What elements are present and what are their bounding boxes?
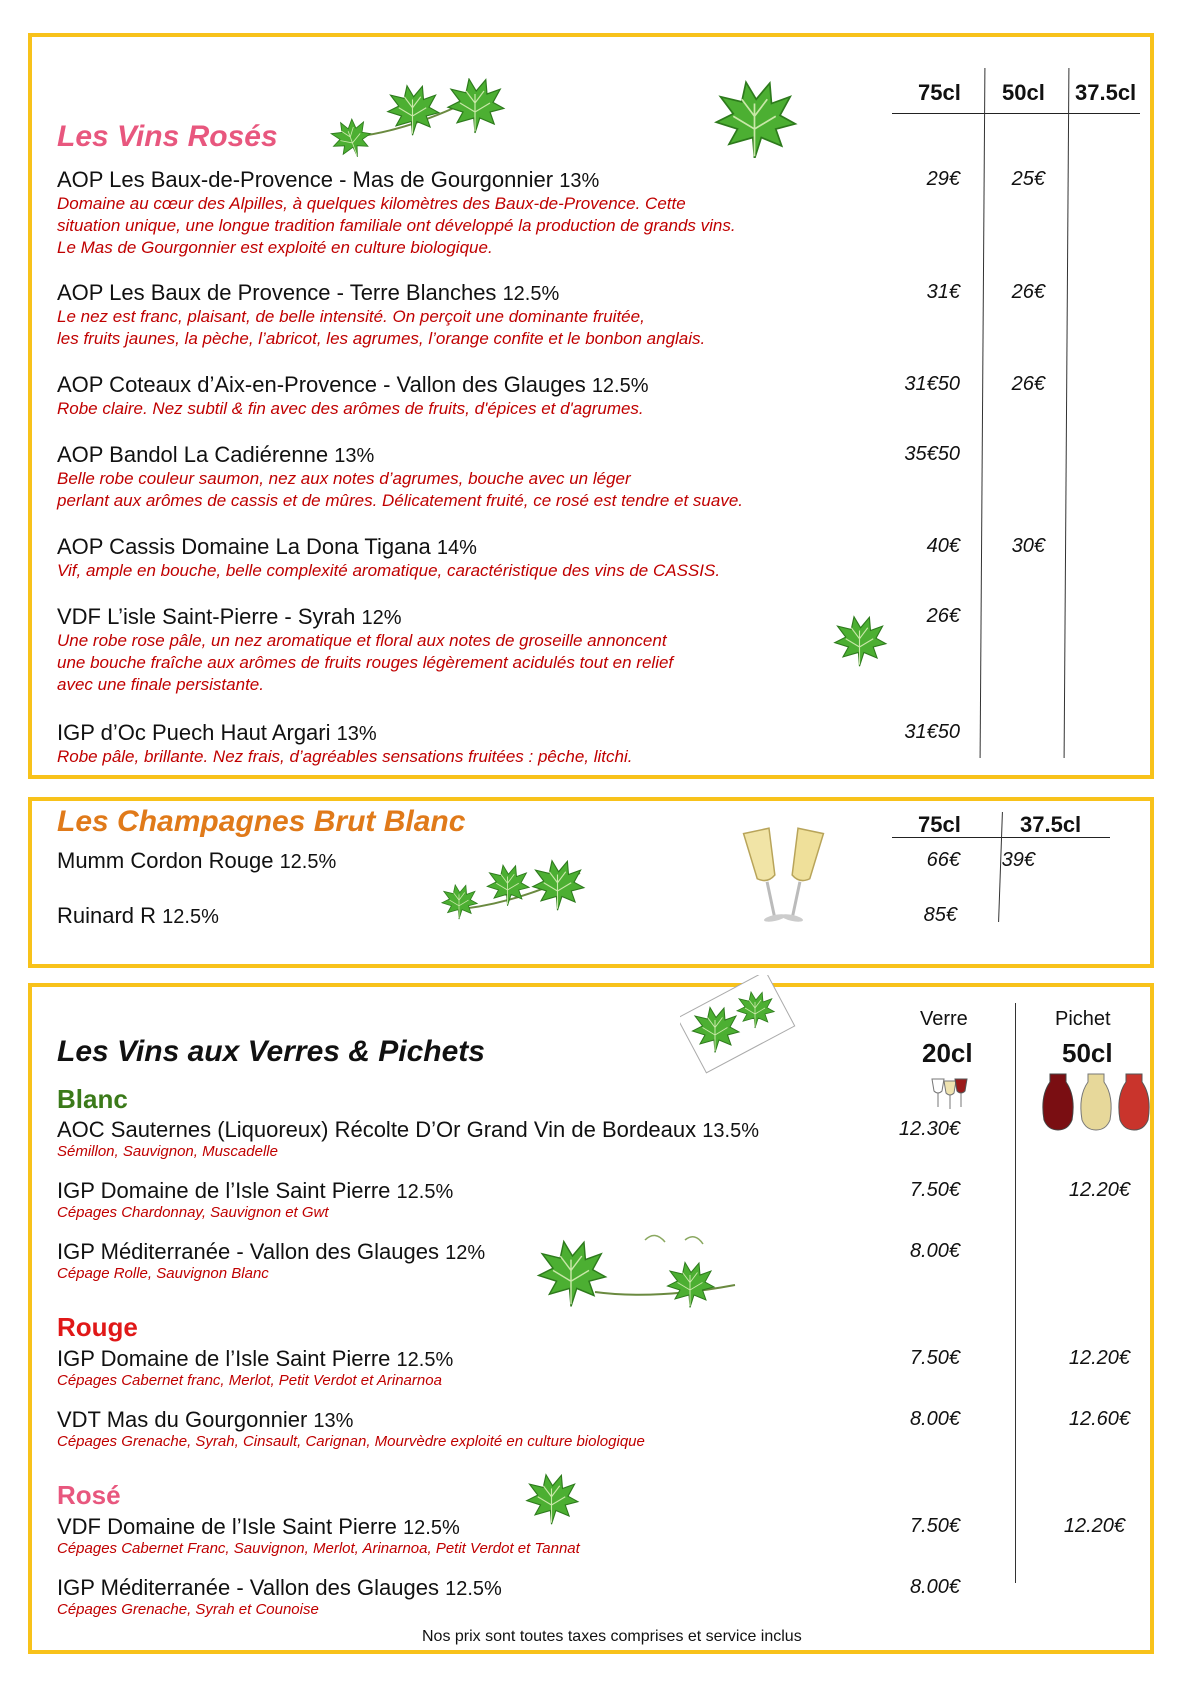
pitchers-icon — [1040, 1068, 1160, 1134]
price-75cl: 35€50 — [904, 443, 960, 465]
footer-note: Nos prix sont toutes taxes comprises et service inclus — [422, 1628, 802, 1645]
vine-leaf-icon — [325, 78, 535, 158]
verres-title: Les Vins aux Verres & Pichets — [57, 1035, 485, 1068]
wine-description: Domaine au cœur des Alpilles, à quelques kilomètres des Baux-de-Provence. Cette situation unique, une longue tradition familiale ont développé la production de grands vins. Le Mas de Gourgonnier est exploité en culture biologique. — [57, 194, 736, 257]
wine-name: IGP Méditerranée - Vallon des Glauges 12.5% — [57, 1575, 502, 1600]
rouge-heading: Rouge — [57, 1312, 138, 1342]
wine-grapes: Sémillon, Sauvignon, Muscadelle — [57, 1143, 278, 1160]
col-375cl-header: 37.5cl — [1020, 812, 1082, 837]
vine-leaf-icon — [680, 975, 800, 1075]
price-75cl: 31€ — [926, 281, 960, 303]
wine-name: AOP Les Baux de Provence - Terre Blanches 12.5% — [57, 280, 560, 305]
wine-name: AOP Cassis Domaine La Dona Tigana 14% — [57, 534, 477, 559]
price-verre: 12.30€ — [898, 1118, 960, 1140]
wine-name: AOC Sauternes (Liquoreux) Récolte D’Or Grand Vin de Bordeaux 13.5% — [57, 1117, 759, 1142]
price-50cl: 25€ — [1011, 168, 1045, 190]
col-50cl-header: 50cl — [1002, 80, 1045, 105]
price-pichet: 12.20€ — [1068, 1179, 1130, 1201]
vine-leaf-icon — [535, 1230, 745, 1310]
wine-name: AOP Les Baux-de-Provence - Mas de Gourgonnier 13% — [57, 167, 600, 192]
wine-grapes: Cépages Grenache, Syrah, Cinsault, Carignan, Mourvèdre exploité en culture biologique — [57, 1433, 645, 1450]
price-75cl: 85€ — [923, 904, 957, 926]
vine-leaf-icon — [522, 1470, 582, 1528]
price-375cl: 39€ — [1001, 849, 1035, 871]
wine-name: IGP Domaine de l’Isle Saint Pierre 12.5% — [57, 1178, 454, 1203]
wine-grapes: Cépages Cabernet franc, Merlot, Petit Verdot et Arinarnoa — [57, 1372, 442, 1389]
wine-name: IGP Méditerranée - Vallon des Glauges 12% — [57, 1239, 486, 1264]
price-75cl: 31€50 — [904, 721, 960, 743]
roses-title: Les Vins Rosés — [57, 120, 278, 153]
price-verre: 8.00€ — [909, 1240, 960, 1262]
price-verre: 7.50€ — [909, 1347, 960, 1369]
wine-name: AOP Coteaux d’Aix-en-Provence - Vallon des Glauges 12.5% — [57, 372, 649, 397]
vine-leaf-icon — [440, 858, 590, 928]
price-50cl: 30€ — [1011, 535, 1045, 557]
price-75cl: 66€ — [926, 849, 960, 871]
wine-name: IGP Domaine de l’Isle Saint Pierre 12.5% — [57, 1346, 454, 1371]
wine-description: Belle robe couleur saumon, nez aux notes d’agrumes, bouche avec un léger perlant aux arômes de cassis et de mûres. Délicatement fruité, ce rosé est tendre et suave. — [57, 469, 744, 510]
price-75cl: 40€ — [926, 535, 960, 557]
wine-grapes: Cépages Grenache, Syrah et Counoise — [57, 1601, 319, 1618]
wine-glasses-icon — [928, 1075, 972, 1111]
col-pichet-size: 50cl — [1062, 1038, 1113, 1068]
champagne-glasses-icon — [740, 822, 830, 932]
wine-name: VDF Domaine de l’Isle Saint Pierre 12.5% — [57, 1514, 460, 1539]
wine-description: Robe pâle, brillante. Nez frais, d’agréables sensations fruitées : pêche, litchi. — [57, 747, 633, 766]
price-verre: 7.50€ — [909, 1179, 960, 1201]
price-verre: 7.50€ — [909, 1515, 960, 1537]
wine-description: Robe claire. Nez subtil & fin avec des arômes de fruits, d'épices et d'agrumes. — [57, 399, 644, 418]
price-50cl: 26€ — [1011, 281, 1045, 303]
champagnes-title: Les Champagnes Brut Blanc — [57, 805, 466, 838]
wine-name: VDT Mas du Gourgonnier 13% — [57, 1407, 354, 1432]
price-pichet: 12.60€ — [1068, 1408, 1130, 1430]
wine-description: Une robe rose pâle, un nez aromatique et floral aux notes de groseille annoncent une bouche fraîche aux arômes de fruits rouges légèrement acidulés tout en relief avec une finale persistante. — [57, 631, 674, 694]
price-50cl: 26€ — [1011, 373, 1045, 395]
wine-name: VDF L’isle Saint-Pierre - Syrah 12% — [57, 604, 402, 629]
price-verre: 8.00€ — [909, 1408, 960, 1430]
wine-description: Vif, ample en bouche, belle complexité aromatique, caractéristique des vins de CASSIS. — [57, 561, 721, 580]
header-rule — [892, 113, 1140, 114]
price-pichet: 12.20€ — [1063, 1515, 1125, 1537]
vine-leaf-icon — [712, 78, 802, 158]
wine-description: Le nez est franc, plaisant, de belle intensité. On perçoit une dominante fruitée, les fruits jaunes, la pèche, l’abricot, les agrumes, l’orange confite et le bonbon anglais. — [57, 307, 706, 348]
price-verre: 8.00€ — [909, 1576, 960, 1598]
wine-grapes: Cépages Chardonnay, Sauvignon et Gwt — [57, 1204, 329, 1221]
blanc-heading: Blanc — [57, 1084, 128, 1114]
price-75cl: 31€50 — [904, 373, 960, 395]
col-verre-size: 20cl — [922, 1038, 973, 1068]
col-pichet-header: Pichet — [1055, 1008, 1111, 1030]
rose-heading: Rosé — [57, 1480, 121, 1510]
col-375cl-header: 37.5cl — [1075, 80, 1137, 105]
wine-name: Mumm Cordon Rouge 12.5% — [57, 848, 337, 873]
wine-name: AOP Bandol La Cadiérenne 13% — [57, 442, 375, 467]
price-pichet: 12.20€ — [1068, 1347, 1130, 1369]
col-75cl-header: 75cl — [918, 812, 961, 837]
col-verre-header: Verre — [920, 1008, 968, 1030]
wine-name: IGP d’Oc Puech Haut Argari 13% — [57, 720, 377, 745]
wine-grapes: Cépage Rolle, Sauvignon Blanc — [57, 1265, 269, 1282]
col-75cl-header: 75cl — [918, 80, 961, 105]
wine-grapes: Cépages Cabernet Franc, Sauvignon, Merlot, Arinarnoa, Petit Verdot et Tannat — [57, 1540, 580, 1557]
wine-name: Ruinard R 12.5% — [57, 903, 219, 928]
column-divider — [1015, 1003, 1016, 1583]
price-75cl: 29€ — [926, 168, 960, 190]
price-75cl: 26€ — [926, 605, 960, 627]
